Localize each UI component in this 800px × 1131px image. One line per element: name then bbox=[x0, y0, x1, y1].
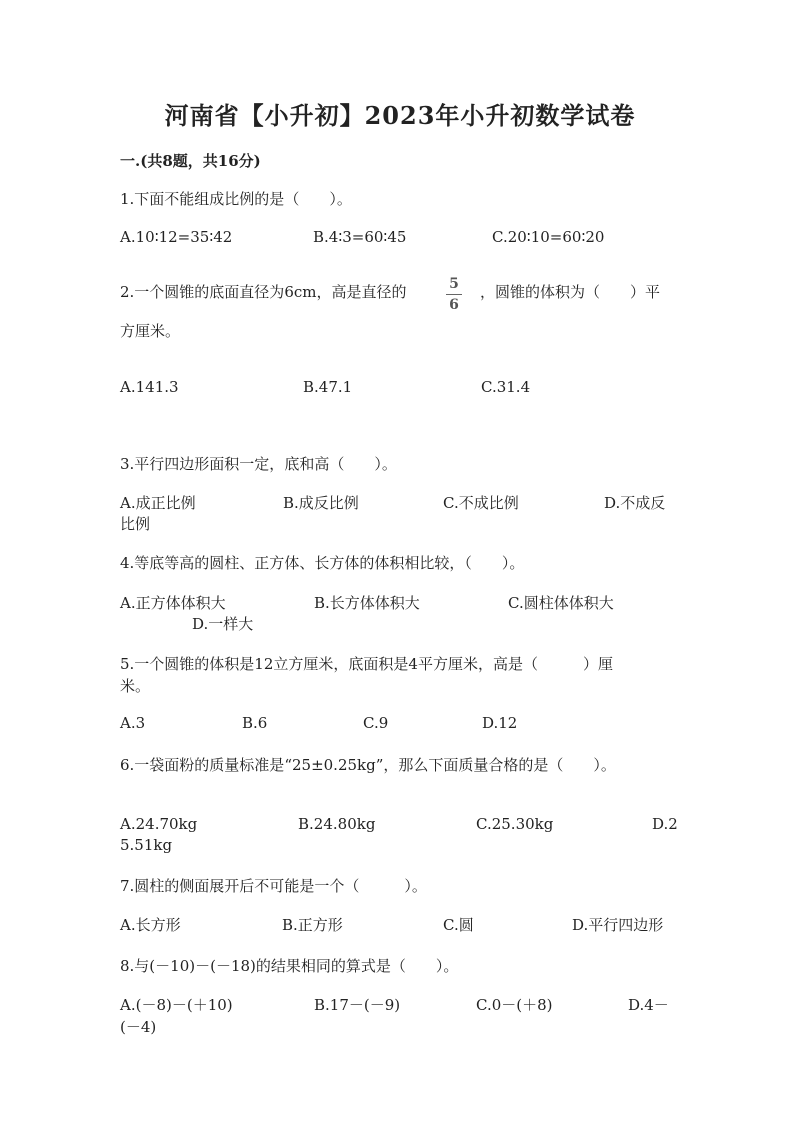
question-8-option-b: B.17－(－9) bbox=[314, 996, 401, 1014]
question-7-stem: 7.圆柱的侧面展开后不可能是一个（ ）。 bbox=[120, 877, 427, 895]
question-3-option-a: A.成正比例 bbox=[120, 494, 196, 512]
fraction-bar bbox=[446, 294, 462, 295]
question-6-option-c: C.25.30kg bbox=[476, 815, 554, 833]
question-7-option-a: A.长方形 bbox=[120, 916, 181, 934]
question-4-option-a: A.正方体体积大 bbox=[120, 594, 226, 612]
question-1-option-a: A.10∶12=35∶42 bbox=[120, 228, 233, 246]
question-2-stem-continued: ，圆锥的体积为（ ）平 bbox=[480, 283, 661, 301]
fraction-numerator: 5 bbox=[449, 276, 459, 292]
question-5-stem: 5.一个圆锥的体积是12立方厘米，底面积是4平方厘米，高是（ ）厘 bbox=[120, 655, 613, 673]
question-8-stem: 8.与(－10)－(－18)的结果相同的算式是（ ）。 bbox=[120, 957, 459, 975]
question-1-option-c: C.20∶10=60∶20 bbox=[492, 228, 605, 246]
question-3-option-b: B.成反比例 bbox=[283, 494, 359, 512]
page-title: 河南省【小升初】2023年小升初数学试卷 bbox=[164, 101, 636, 130]
question-2-fraction bbox=[446, 276, 462, 313]
question-4-option-d: D.一样大 bbox=[192, 615, 254, 633]
section-heading: 一.(共8题，共16分) bbox=[120, 152, 261, 170]
question-4-option-c: C.圆柱体体积大 bbox=[508, 594, 614, 612]
question-8-option-a: A.(－8)－(＋10) bbox=[120, 996, 233, 1014]
question-4-option-b: B.长方体体积大 bbox=[314, 594, 420, 612]
question-3-option-d: D.不成反 bbox=[604, 494, 666, 512]
question-5-option-c: C.9 bbox=[363, 714, 389, 732]
question-3-option-c: C.不成比例 bbox=[443, 494, 519, 512]
question-1-stem: 1.下面不能组成比例的是（ ）。 bbox=[120, 190, 352, 208]
question-2-option-b: B.47.1 bbox=[303, 378, 353, 396]
question-6-option-a: A.24.70kg bbox=[120, 815, 198, 833]
question-2-option-a: A.141.3 bbox=[120, 378, 179, 396]
question-2-stem: 2.一个圆锥的底面直径为6cm，高是直径的 bbox=[120, 283, 407, 301]
question-8-option-d-continued: (－4) bbox=[120, 1018, 157, 1036]
question-6-option-b: B.24.80kg bbox=[298, 815, 376, 833]
question-3-option-d-continued: 比例 bbox=[120, 515, 151, 533]
question-5-option-d: D.12 bbox=[482, 714, 518, 732]
question-5-stem-line2: 米。 bbox=[120, 677, 151, 695]
question-4-stem: 4.等底等高的圆柱、正方体、长方体的体积相比较，（ ）。 bbox=[120, 554, 525, 572]
question-6-stem: 6.一袋面粉的质量标准是“25±0.25kg”，那么下面质量合格的是（ ）。 bbox=[120, 756, 616, 774]
question-8-option-c: C.0－(＋8) bbox=[476, 996, 553, 1014]
question-2-option-c: C.31.4 bbox=[481, 378, 531, 396]
question-6-option-d: D.2 bbox=[652, 815, 678, 833]
question-7-option-c: C.圆 bbox=[443, 916, 474, 934]
question-6-option-d-continued: 5.51kg bbox=[120, 836, 173, 854]
question-5-option-b: B.6 bbox=[242, 714, 268, 732]
fraction-denominator: 6 bbox=[449, 297, 459, 313]
question-3-stem: 3.平行四边形面积一定，底和高（ ）。 bbox=[120, 455, 397, 473]
question-7-option-d: D.平行四边形 bbox=[572, 916, 664, 934]
question-7-option-b: B.正方形 bbox=[282, 916, 343, 934]
question-8-option-d: D.4－ bbox=[628, 996, 669, 1014]
question-1-option-b: B.4∶3=60∶45 bbox=[313, 228, 407, 246]
question-2-stem-line2: 方厘米。 bbox=[120, 322, 181, 340]
question-5-option-a: A.3 bbox=[120, 714, 146, 732]
